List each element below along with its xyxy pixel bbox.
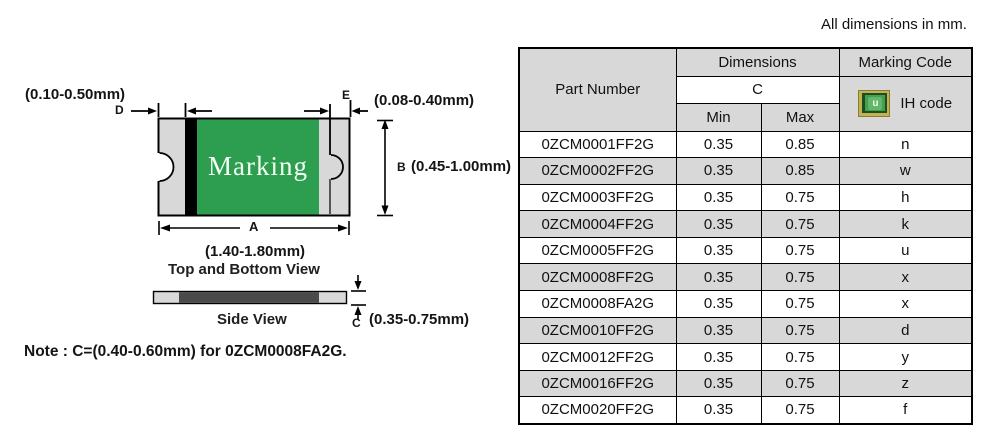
table-row (519, 344, 972, 371)
min-cell: 0.35 (676, 158, 761, 185)
min-cell: 0.35 (676, 291, 761, 318)
max-cell: 0.75 (761, 264, 839, 291)
min-cell: 0.35 (676, 344, 761, 371)
min-cell: 0.35 (676, 237, 761, 264)
dim-e-range-label: (0.08-0.40mm) (374, 92, 475, 109)
dim-d-letter-label: D (115, 103, 124, 117)
dim-e-letter-label: E (342, 88, 351, 102)
marking-code-cell: x (839, 264, 972, 291)
part-number-cell: 0ZCM0016FF2G (519, 370, 676, 397)
side-view-caption: Side View (217, 311, 287, 328)
part-number-cell: 0ZCM0003FF2G (519, 184, 676, 211)
col-header-max: Max (761, 103, 839, 131)
spec-table (518, 47, 973, 425)
max-cell: 0.75 (761, 237, 839, 264)
table-row (519, 184, 972, 211)
marking-code-cell: u (839, 237, 972, 264)
min-cell: 0.35 (676, 184, 761, 211)
dim-b-range-label: (0.45-1.00mm) (411, 158, 512, 175)
table-row (519, 397, 972, 424)
chip-marking-icon (858, 90, 890, 117)
table-row (519, 370, 972, 397)
marking-code-cell: x (839, 291, 972, 318)
marking-code-cell: n (839, 131, 972, 158)
min-cell: 0.35 (676, 317, 761, 344)
marking-code-cell: h (839, 184, 972, 211)
part-number-cell: 0ZCM0010FF2G (519, 317, 676, 344)
min-cell: 0.35 (676, 397, 761, 424)
top-view-caption: Top and Bottom View (168, 261, 320, 278)
marking-text: Marking (208, 151, 308, 181)
max-cell: 0.75 (761, 370, 839, 397)
col-header-dimensions: Dimensions (676, 48, 839, 76)
max-cell: 0.75 (761, 344, 839, 371)
chip-icon-letter: u (868, 97, 882, 110)
table-row (519, 211, 972, 238)
table-row (519, 237, 972, 264)
min-cell: 0.35 (676, 264, 761, 291)
dim-c-range-label: (0.35-0.75mm) (369, 311, 470, 328)
table-row (519, 264, 972, 291)
units-note: All dimensions in mm. (821, 16, 967, 33)
dim-a-range-label: (1.40-1.80mm) (205, 243, 306, 260)
max-cell: 0.75 (761, 291, 839, 318)
dim-c-letter-label: C (352, 316, 361, 330)
dimension-e-lines (304, 100, 368, 117)
marking-code-cell: k (839, 211, 972, 238)
max-cell: 0.85 (761, 131, 839, 158)
max-cell: 0.85 (761, 158, 839, 185)
min-cell: 0.35 (676, 131, 761, 158)
col-header-min: Min (676, 103, 761, 131)
marking-area (197, 119, 319, 214)
part-number-cell: 0ZCM0012FF2G (519, 344, 676, 371)
marking-code-legend-cell (839, 76, 972, 131)
part-number-cell: 0ZCM0005FF2G (519, 237, 676, 264)
chip-icon-frame (862, 93, 887, 113)
dimension-b-lines (377, 120, 393, 216)
max-cell: 0.75 (761, 397, 839, 424)
chip-icon-face (865, 95, 885, 111)
part-number-cell: 0ZCM0002FF2G (519, 158, 676, 185)
min-cell: 0.35 (676, 370, 761, 397)
marking-code-cell: w (839, 158, 972, 185)
max-cell: 0.75 (761, 211, 839, 238)
footnote: Note : C=(0.40-0.60mm) for 0ZCM0008FA2G. (24, 343, 347, 360)
ih-code-label: IH code (900, 95, 953, 112)
marking-code-cell: f (839, 397, 972, 424)
marking-code-cell: z (839, 370, 972, 397)
part-number-cell: 0ZCM0008FF2G (519, 264, 676, 291)
table-row (519, 317, 972, 344)
dimension-c-lines (351, 275, 366, 320)
table-row (519, 158, 972, 185)
table-row (519, 131, 972, 158)
max-cell: 0.75 (761, 317, 839, 344)
part-number-cell: 0ZCM0008FA2G (519, 291, 676, 318)
part-number-cell: 0ZCM0001FF2G (519, 131, 676, 158)
max-cell: 0.75 (761, 184, 839, 211)
marking-code-cell: y (839, 344, 972, 371)
min-cell: 0.35 (676, 211, 761, 238)
table-row (519, 291, 972, 318)
dim-b-letter-label: B (397, 160, 406, 174)
col-header-c: C (676, 76, 839, 103)
chip-side-view (154, 292, 347, 304)
col-header-marking-code: Marking Code (839, 48, 972, 76)
dimension-d-lines (131, 103, 212, 117)
marking-code-cell: d (839, 317, 972, 344)
col-header-part-number: Part Number (519, 48, 676, 131)
dim-a-letter-label: A (249, 219, 259, 234)
part-number-cell: 0ZCM0004FF2G (519, 211, 676, 238)
part-number-cell: 0ZCM0020FF2G (519, 397, 676, 424)
dim-d-range-label: (0.10-0.50mm) (25, 86, 126, 103)
